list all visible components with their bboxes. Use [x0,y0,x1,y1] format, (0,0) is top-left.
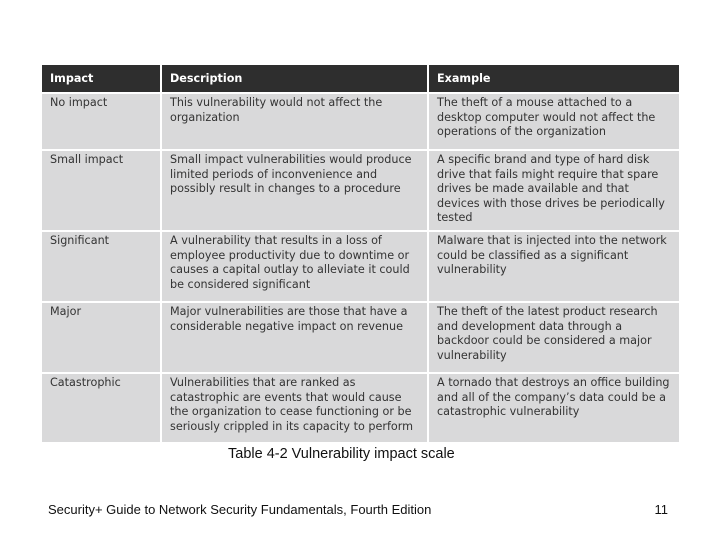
example-cell: A specific brand and type of hard disk drive that fails might require that spare drives be made available and that devices with those drives be periodically tested [428,150,679,231]
column-header-example: Example [428,65,679,93]
example-cell: The theft of a mouse attached to a desktop computer would not affect the operations of the organization [428,93,679,150]
page-number: 11 [654,502,668,517]
description-cell: Major vulnerabilities are those that have a considerable negative impact on revenue [161,302,428,373]
description-cell: A vulnerability that results in a loss of employee productivity due to downtime or causes a capital outlay to alleviate it could be considered significant [161,231,428,302]
example-cell: A tornado that destroys an office building and all of the company’s data could be a catastrophic vulnerability [428,373,679,442]
table-row [42,93,679,150]
table-row [42,302,679,373]
table-row [42,373,679,442]
table-header-row [42,65,679,93]
example-cell: The theft of the latest product research and development data through a backdoor could be considered a major vulnerability [428,302,679,373]
example-cell: Malware that is injected into the network could be classified as a significant vulnerability [428,231,679,302]
description-cell: Small impact vulnerabilities would produce limited periods of inconvenience and possibly result in changes to a procedure [161,150,428,231]
table-row [42,231,679,302]
impact-cell: Small impact [42,150,161,231]
table-row [42,150,679,231]
impact-cell: Catastrophic [42,373,161,442]
vulnerability-impact-table [42,65,679,442]
impact-cell: Significant [42,231,161,302]
column-header-description: Description [161,65,428,93]
impact-cell: No impact [42,93,161,150]
column-header-impact: Impact [42,65,161,93]
description-cell: This vulnerability would not affect the organization [161,93,428,150]
table-caption: Table 4-2 Vulnerability impact scale [228,446,455,462]
impact-cell: Major [42,302,161,373]
footer-book-title: Security+ Guide to Network Security Fundamentals, Fourth Edition [48,502,432,517]
description-cell: Vulnerabilities that are ranked as catastrophic are events that would cause the organization to cease functioning or be seriously crippled in its capacity to perform [161,373,428,442]
